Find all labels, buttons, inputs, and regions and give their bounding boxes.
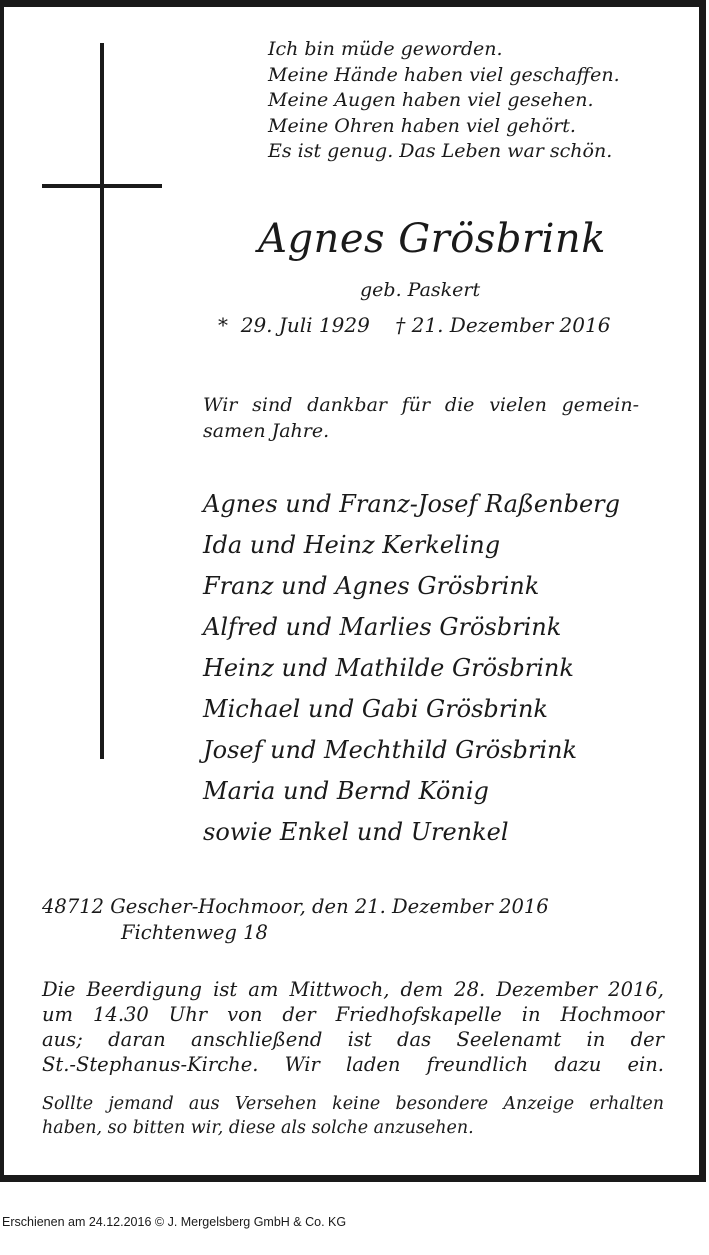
address bbox=[42, 894, 549, 946]
family-list bbox=[203, 484, 620, 853]
poem-line: Ich bin müde geworden. bbox=[268, 38, 503, 60]
family-member: Ida und Heinz Kerkeling bbox=[203, 531, 501, 559]
thanks-line: Wir sind dankbar für die vielen gemein- bbox=[203, 394, 639, 416]
funeral-info bbox=[42, 977, 664, 1077]
note-line: haben, so bitten wir, diese als solche anzusehen. bbox=[42, 1118, 474, 1138]
family-member: Michael und Gabi Grösbrink bbox=[203, 695, 548, 723]
family-member: Josef und Mechthild Grösbrink bbox=[203, 736, 578, 764]
funeral-line: St.-Stephanus-Kirche. Wir laden freundlich dazu ein. bbox=[42, 1053, 664, 1076]
poem-line: Es ist genug. Das Leben war schön. bbox=[268, 140, 613, 162]
birth-name: geb. Paskert bbox=[360, 279, 481, 301]
funeral-line: um 14.30 Uhr von der Friedhofskapelle in Hochmoor bbox=[42, 1003, 664, 1026]
poem-line: Meine Ohren haben viel gehört. bbox=[268, 114, 576, 137]
life-dates: * 29. Juli 1929 † 21. Dezember 2016 bbox=[218, 313, 611, 337]
poem bbox=[268, 37, 620, 165]
address-street: Fichtenweg 18 bbox=[121, 921, 268, 944]
thanks-line: samen Jahre. bbox=[203, 419, 330, 442]
family-member: Maria und Bernd König bbox=[203, 777, 489, 805]
notice-note bbox=[42, 1092, 664, 1140]
family-member: Agnes und Franz-Josef Raßenberg bbox=[203, 490, 620, 518]
thanks-text bbox=[203, 393, 639, 444]
cross-horizontal-beam bbox=[42, 184, 162, 188]
poem-line: Meine Augen haben viel gesehen. bbox=[268, 89, 594, 111]
publication-footer: Erschienen am 24.12.2016 © J. Mergelsberg GmbH & Co. KG bbox=[2, 1215, 347, 1229]
family-member: sowie Enkel und Urenkel bbox=[203, 818, 509, 846]
cross-vertical-beam bbox=[100, 43, 104, 759]
address-line: 48712 Gescher-Hochmoor, den 21. Dezember 2016 bbox=[42, 895, 549, 918]
poem-line: Meine Hände haben viel geschaffen. bbox=[268, 63, 620, 86]
family-member: Heinz und Mathilde Grösbrink bbox=[203, 654, 574, 682]
funeral-line: Die Beerdigung ist am Mittwoch, dem 28. Dezember 2016, bbox=[42, 978, 664, 1001]
funeral-line: aus; daran anschließend ist das Seelenamt in der bbox=[42, 1028, 664, 1051]
note-line: Sollte jemand aus Versehen keine besondere Anzeige erhalten bbox=[42, 1094, 664, 1114]
family-member: Alfred und Marlies Grösbrink bbox=[203, 613, 562, 641]
family-member: Franz und Agnes Grösbrink bbox=[203, 572, 540, 600]
deceased-name: Agnes Grösbrink bbox=[258, 216, 606, 262]
